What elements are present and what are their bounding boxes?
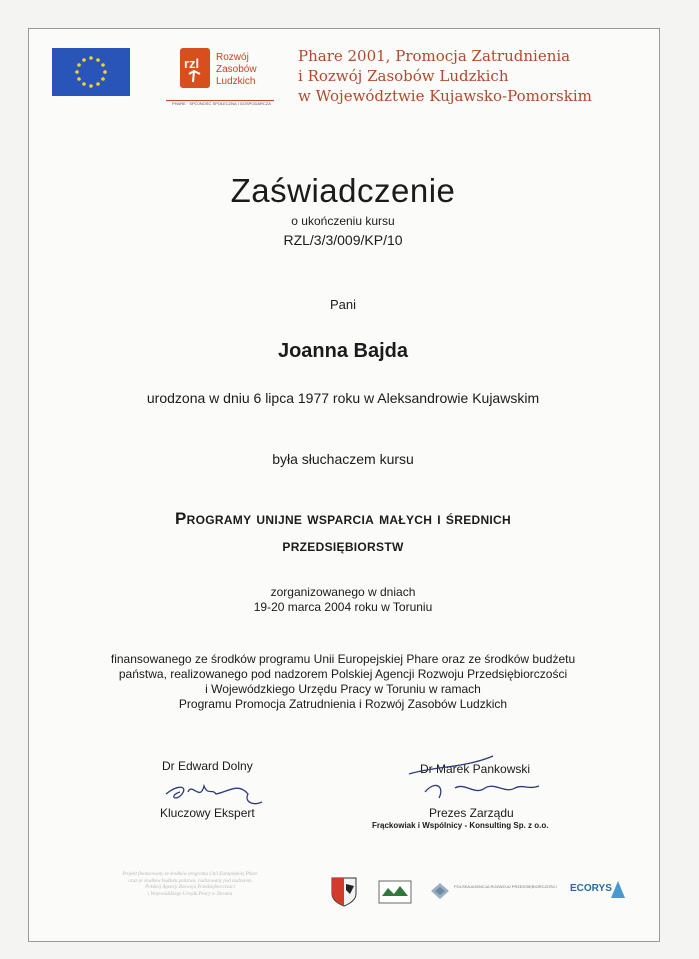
eu-flag-icon [52, 48, 130, 96]
course-title-line2: przedsiębiorstw [282, 536, 404, 555]
program-title: Phare 2001, Promocja Zatrudnienia i Rozwój Zasobów Ludzkich w Województwie Kujawsko-Pomorskim [298, 47, 592, 105]
birth-info: urodzona w dniu 6 lipca 1977 roku w Aleksandrowie Kujawskim [146, 390, 540, 406]
left-signer-name: Dr Edward Dolny [162, 759, 253, 773]
course-code: RZL/3/3/009/KP/10 [283, 232, 403, 248]
right-signer-name: Dr Marek Pankowski [420, 762, 531, 776]
right-signature-icon [405, 752, 555, 812]
document-title: Zaświadczenie [230, 172, 456, 209]
right-signer-company: Frąckowiak i Wspólnicy - Konsulting Sp. z o.o. [372, 821, 549, 830]
left-signer-role: Kluczowy Ekspert [160, 806, 255, 820]
rzl-logo-text: Rozwój Zasobów Ludzkich [216, 52, 257, 87]
rzl-logo-icon [180, 48, 210, 88]
document-subtitle: o ukończeniu kursu [291, 214, 395, 228]
footer-note: Projekt finansowany ze środków programu Unii Europejskiej Phare oraz ze środków budżetu państwa, realizowany pod nadzorem Polskiej Agencji Rozwoju Przedsiębiorczości i Wojewódzkiego Urzędu Pracy w Toruniu [122, 872, 258, 897]
ecorys-logo-text: ECORYS [570, 883, 612, 894]
salutation: Pani [329, 297, 357, 312]
student-statement: była słuchaczem kursu [272, 451, 414, 467]
wup-logo-icon [378, 880, 412, 904]
parp-logo-icon [430, 882, 450, 900]
rzl-small-caption: PHARE · SPÓJNOŚĆ SPOŁECZNA I GOSPODARCZA [172, 101, 271, 106]
ecorys-logo-icon [610, 880, 626, 900]
course-title-line1: Programy unijne wsparcia małych i średnich [174, 509, 511, 528]
organization-info: zorganizowanego w dniach 19-20 marca 2004 roku w Toruniu [253, 585, 433, 614]
financing-info: finansowanego ze środków programu Unii Europejskiej Phare oraz ze środków budżetu państwa, realizowanego pod nadzorem Polskiej Agencji Rozwoju Przedsiębiorczości i Wojewódzkiego Urzędu Pracy w Toruniu w ramach Programu Promocja Zatrudnienia i Rozwój Zasobów Ludzkich [110, 652, 576, 711]
course-title [28, 505, 658, 559]
svg-text:rzl: rzl [184, 56, 200, 71]
certificate-sheet [28, 28, 660, 942]
parp-logo-text: POLSKA AGENCJA ROZWOJU PRZEDSIĘBIORCZOŚCI [454, 884, 557, 889]
coat-of-arms-icon [330, 876, 358, 908]
right-signer-role: Prezes Zarządu [429, 806, 514, 820]
recipient-name: Joanna Bajda [277, 340, 409, 362]
